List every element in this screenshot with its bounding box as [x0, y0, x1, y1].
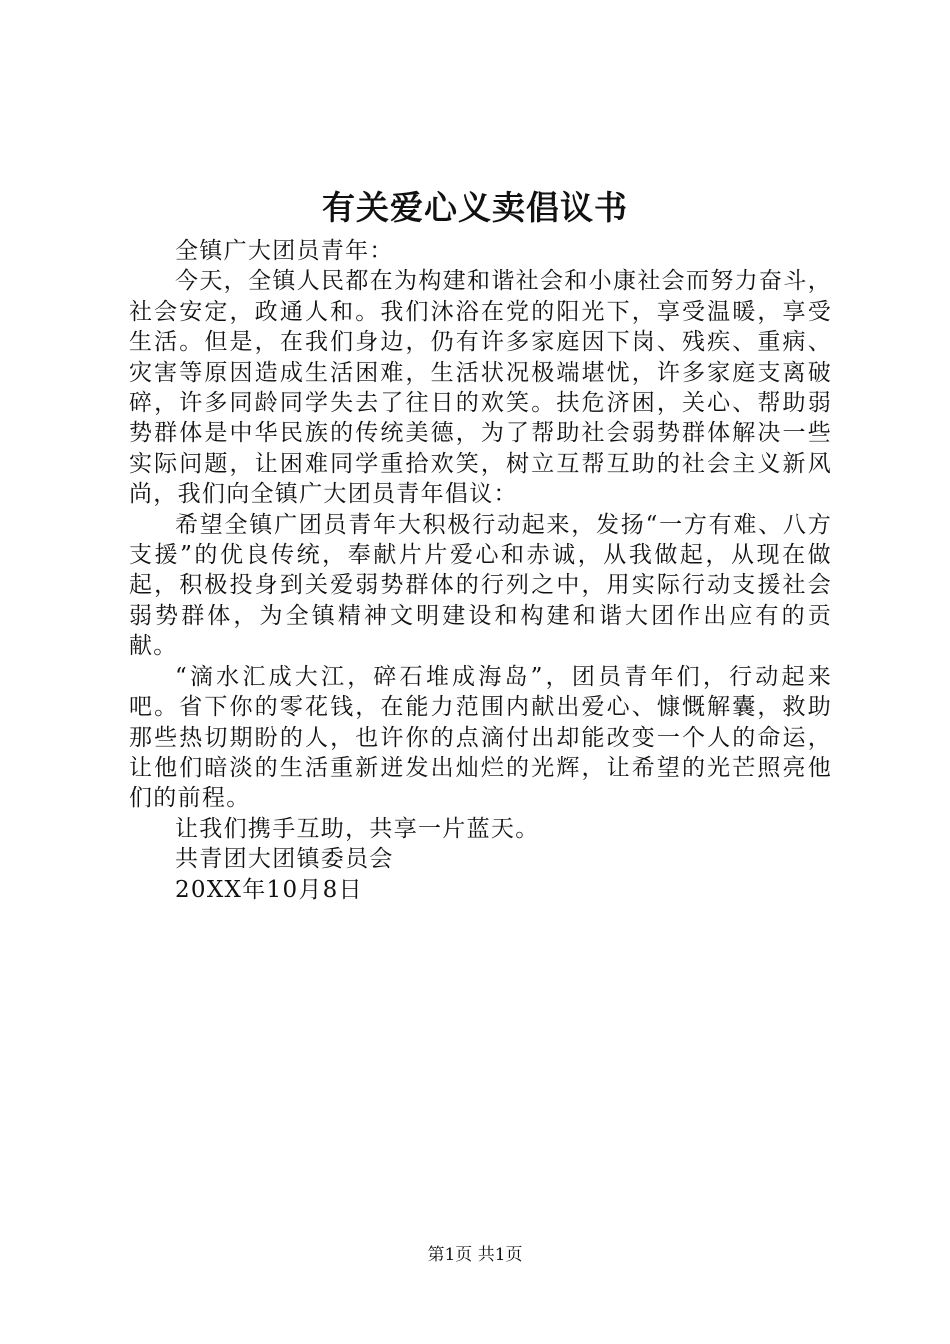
document-body: [129, 236, 832, 905]
salutation: 全镇广大团员青年：: [175, 238, 394, 264]
signature: 共青团大团镇委员会: [175, 846, 394, 873]
page-footer: 第1页 共1页: [427, 1245, 523, 1265]
document-title: 有关爱心义卖倡议书: [322, 188, 628, 227]
paragraph-2: 希望全镇广团员青年大积极行动起来，发扬“一方有难、八方支援”的优良传统，奉献片片爱心和赤诚，从我做起，从现在做起，积极投身到关爱弱势群体的行列之中，用实际行动支援社会弱势群体，为全镇精神文明建设和构建和谐大团作出应有的贡献。: [129, 511, 832, 660]
paragraph-4: 让我们携手互助，共享一片蓝天。: [175, 815, 540, 842]
date: 20XX年10月8日: [175, 876, 363, 903]
paragraph-1: 今天，全镇人民都在为构建和谐社会和小康社会而努力奋斗，社会安定，政通人和。我们沐浴在党的阳光下，享受温暖，享受生活。但是，在我们身边，仍有许多家庭因下岗、残疾、重病、灾害等原因造成生活困难，生活状况极端堪忧，许多家庭支离破碎，许多同龄同学失去了往日的欢笑。扶危济困，关心、帮助弱势群体是中华民族的传统美德，为了帮助社会弱势群体解决一些实际问题，让困难同学重拾欢笑，树立互帮互助的社会主义新风尚，我们向全镇广大团员青年倡议：: [129, 268, 832, 508]
paragraph-3: “滴水汇成大江，碎石堆成海岛”，团员青年们，行动起来吧。省下你的零花钱，在能力范围内献出爱心、慷慨解囊，救助那些热切期盼的人，也许你的点滴付出却能改变一个人的命运，让他们暗淡的生活重新迸发出灿烂的光辉，让希望的光芒照亮他们的前程。: [129, 663, 832, 812]
